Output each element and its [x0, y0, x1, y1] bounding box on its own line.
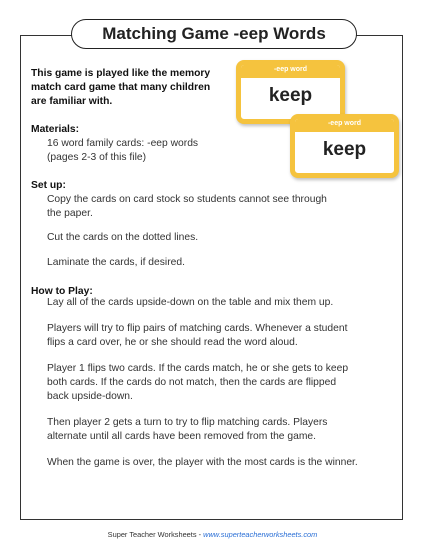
word-card: [290, 114, 399, 178]
footer-prefix: Super Teacher Worksheets -: [107, 530, 204, 539]
materials-line-1: 16 word family cards: -eep words: [47, 138, 199, 149]
howto-line: both cards. If the cards do not match, then the cards are flipped: [47, 377, 337, 388]
footer: [0, 530, 425, 539]
howto-line: Lay all of the cards upside-down on the table and mix them up.: [47, 297, 334, 308]
footer-link[interactable]: www.superteacherworksheets.com: [203, 530, 318, 539]
card-header: -eep word: [295, 119, 394, 132]
materials-heading: Materials:: [31, 124, 80, 135]
page-title: Matching Game -eep Words: [71, 19, 357, 49]
howto-line: alternate until all cards have been removed from the game.: [47, 431, 317, 442]
howto-heading: How to Play:: [31, 286, 93, 297]
howto-line: Players will try to flip pairs of matching cards. Whenever a student: [47, 323, 348, 334]
howto-line: Player 1 flips two cards. If the cards match, he or she gets to keep: [47, 363, 349, 374]
setup-heading: Set up:: [31, 180, 66, 191]
intro-line-3: are familiar with.: [31, 96, 113, 107]
setup-line: Copy the cards on card stock so students cannot see through: [47, 194, 327, 205]
howto-line: flips a card over, he or she should read the word aloud.: [47, 337, 298, 348]
howto-line: Then player 2 gets a turn to try to flip matching cards. Players: [47, 417, 328, 428]
intro-line-1: This game is played like the memory: [31, 68, 211, 79]
card-header: -eep word: [241, 65, 340, 78]
howto-line: back upside-down.: [47, 391, 133, 402]
card-word: keep: [268, 85, 313, 106]
materials-line-2: (pages 2-3 of this file): [47, 152, 147, 163]
card-word: keep: [322, 139, 367, 160]
howto-line: When the game is over, the player with the most cards is the winner.: [47, 457, 358, 468]
setup-line: Cut the cards on the dotted lines.: [47, 232, 199, 243]
setup-line: Laminate the cards, if desired.: [47, 257, 185, 268]
setup-line: the paper.: [47, 208, 93, 219]
intro-line-2: match card game that many children: [31, 82, 211, 93]
